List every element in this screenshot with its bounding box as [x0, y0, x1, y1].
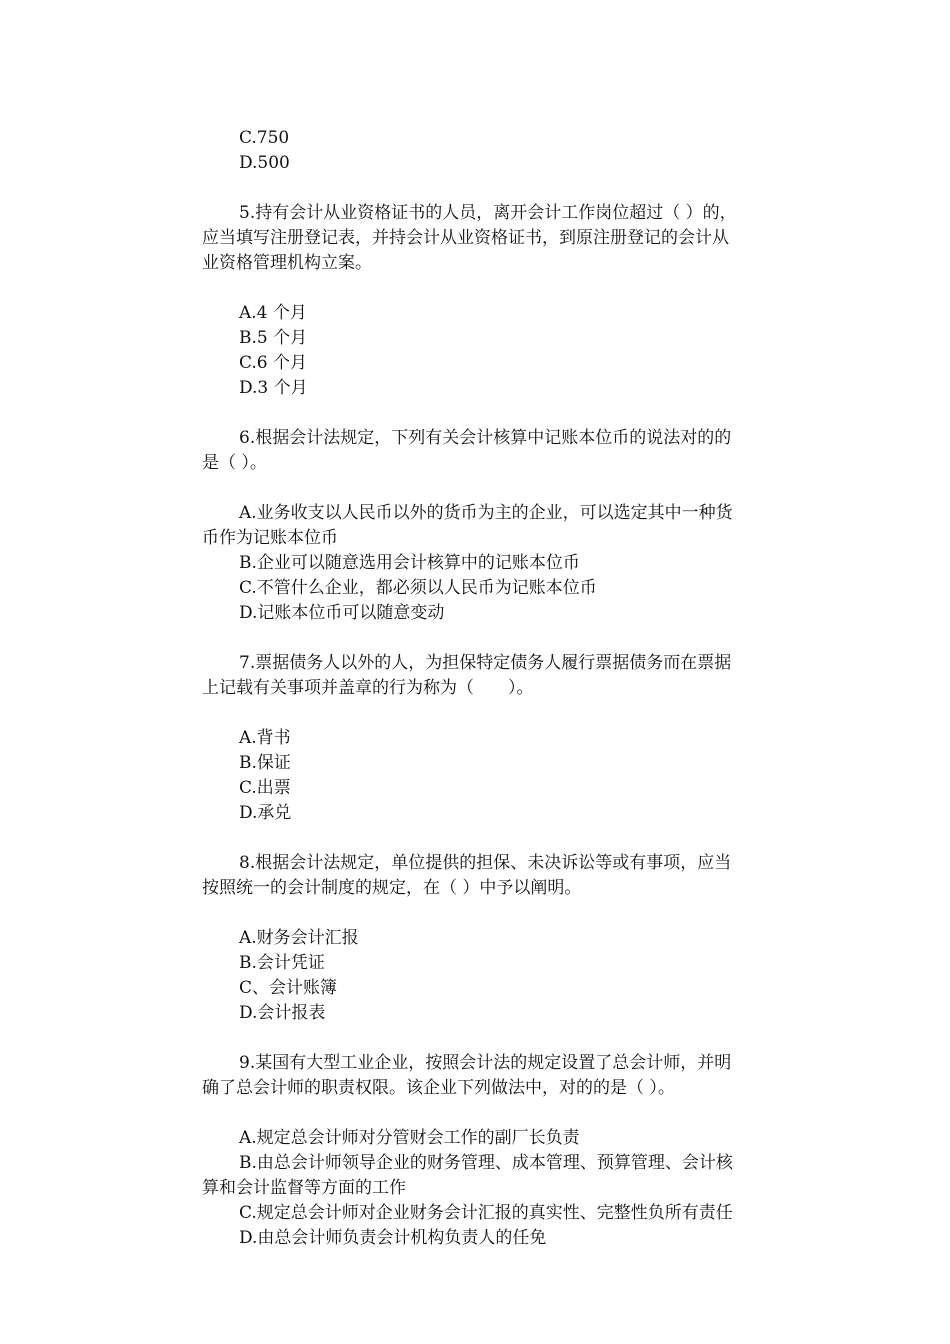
option-c: C.规定总会计师对企业财务会计汇报的真实性、完整性负所有责任	[239, 1203, 733, 1223]
option-a: A.背书	[239, 728, 291, 748]
question-stem: 6.根据会计法规定，下列有关会计核算中记账本位币的说法对的的	[239, 428, 732, 448]
option-c: C.出票	[239, 778, 291, 798]
option-c: C.6 个月	[239, 353, 308, 373]
question-stem: 是（ ）。	[202, 453, 267, 473]
option-a: A.4 个月	[239, 303, 307, 323]
question-stem: 按照统一的会计制度的规定，在（ ）中予以阐明。	[202, 878, 582, 898]
option-c: C.750	[239, 128, 290, 148]
option-b: B.会计凭证	[239, 953, 325, 973]
question-5	[202, 201, 802, 401]
options-list	[202, 301, 802, 401]
question-stem: 5.持有会计从业资格证书的人员，离开会计工作岗位超过（ ）的，	[239, 203, 737, 223]
option-a: A.业务收支以人民币以外的货币为主的企业，可以选定其中一种货	[239, 503, 733, 523]
option-d: D.500	[239, 153, 290, 173]
options-list	[202, 501, 802, 626]
previous-question-options	[202, 126, 802, 176]
question-stem: 确了总会计师的职责权限。该企业下列做法中，对的的是（ ）。	[202, 1078, 675, 1098]
question-7	[202, 651, 802, 826]
option-a: A.财务会计汇报	[239, 928, 359, 948]
question-stem: 9.某国有大型工业企业，按照会计法的规定设置了总会计师，并明	[239, 1053, 732, 1073]
option-b: B.企业可以随意选用会计核算中的记账本位币	[239, 553, 580, 573]
question-8	[202, 851, 802, 1026]
option-b: B.5 个月	[239, 328, 308, 348]
option-d: D.3 个月	[239, 378, 308, 398]
option-b-continued: 算和会计监督等方面的工作	[202, 1178, 406, 1198]
option-a: A.规定总会计师对分管财会工作的副厂长负责	[239, 1128, 580, 1148]
document-page	[202, 126, 802, 1251]
option-a-continued: 币作为记账本位币	[202, 528, 338, 548]
question-9	[202, 1051, 802, 1251]
option-c: C.不管什么企业，都必须以人民币为记账本位币	[239, 578, 597, 598]
question-stem: 8.根据会计法规定，单位提供的担保、未决诉讼等或有事项，应当	[239, 853, 732, 873]
option-d: D.承兑	[239, 803, 292, 823]
option-b: B.由总会计师领导企业的财务管理、成本管理、预算管理、会计核	[239, 1153, 733, 1173]
option-b: B.保证	[239, 753, 291, 773]
question-6	[202, 426, 802, 626]
option-d: D.由总会计师负责会计机构负责人的任免	[239, 1228, 547, 1248]
option-d: D.会计报表	[239, 1003, 326, 1023]
options-list	[202, 1126, 802, 1251]
question-stem: 7.票据债务人以外的人，为担保特定债务人履行票据债务而在票据	[239, 653, 732, 673]
question-stem: 应当填写注册登记表，并持会计从业资格证书，到原注册登记的会计从	[202, 228, 729, 248]
question-stem: 业资格管理机构立案。	[202, 253, 372, 273]
option-d: D.记账本位币可以随意变动	[239, 603, 445, 623]
option-c: C、会计账簿	[239, 978, 338, 998]
options-list	[202, 726, 802, 826]
options-list	[202, 926, 802, 1026]
question-stem: 上记载有关事项并盖章的行为称为（ ）。	[202, 678, 534, 698]
